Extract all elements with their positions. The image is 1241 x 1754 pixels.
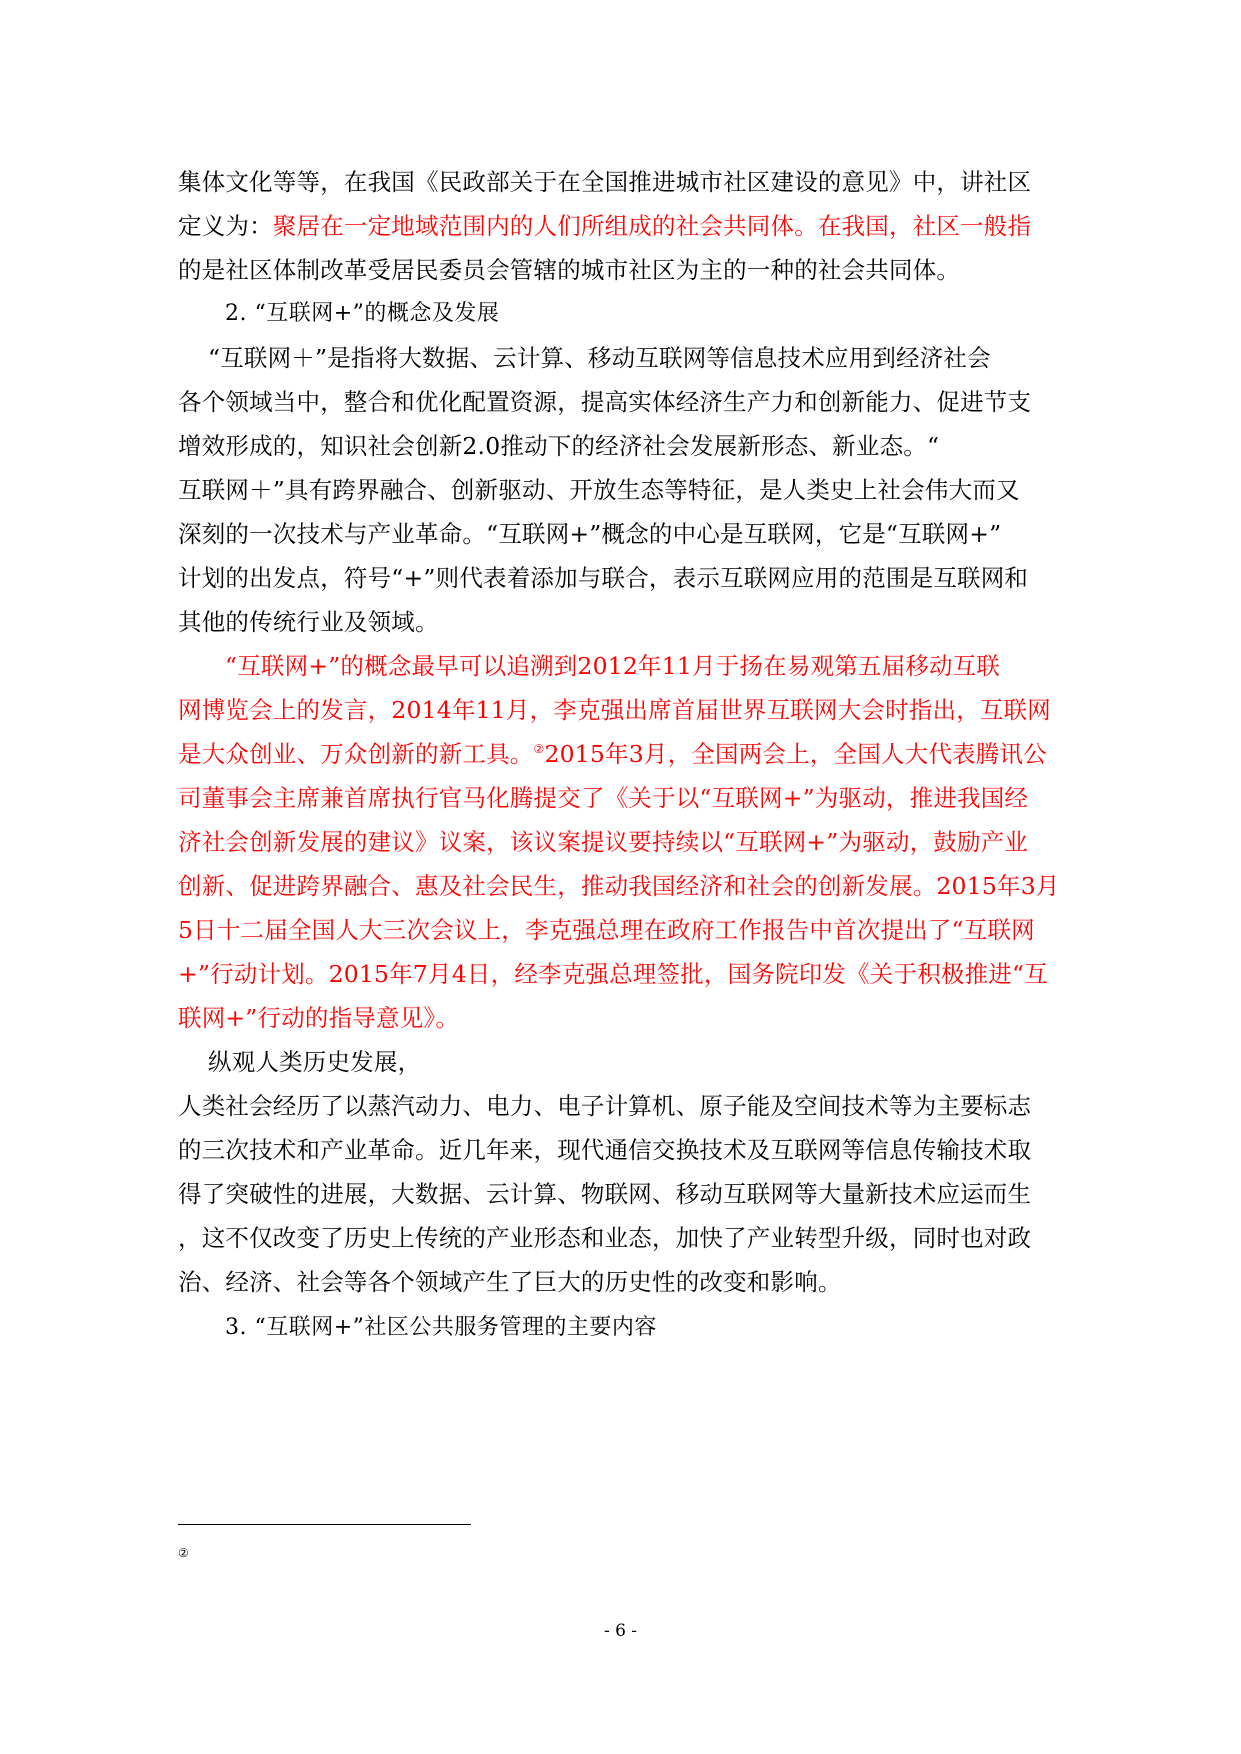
paragraph-line: 的是社区体制改革受居民委员会管辖的城市社区为主的一种的社会共同体。 — [178, 256, 961, 284]
text-run: 是大众创业、万众创新的新工具。 — [178, 740, 534, 768]
highlighted-paragraph-line: 联网+”行动的指导意见》。 — [178, 1004, 460, 1032]
highlighted-paragraph-line: “互联网+”的概念最早可以追溯到2012年11月于扬在易观第五届移动互联 — [225, 652, 1001, 680]
footnote-reference[interactable]: ② — [533, 742, 545, 757]
paragraph-line: 得了突破性的进展，大数据、云计算、物联网、移动互联网等大量新技术应运而生 — [178, 1180, 1032, 1208]
highlighted-paragraph-line: 网博览会上的发言，2014年11月，李克强出席首届世界互联网大会时指出，互联网 — [178, 696, 1052, 724]
highlighted-paragraph-line — [178, 738, 1047, 770]
highlighted-paragraph-line: 5日十二届全国人大三次会议上，李克强总理在政府工作报告中首次提出了“互联网 — [178, 916, 1035, 944]
paragraph-line: 互联网＋”具有跨界融合、创新驱动、开放生态等特征，是人类史上社会伟大而又 — [178, 476, 1020, 504]
paragraph-line: ，这不仅改变了历史上传统的产业形态和业态，加快了产业转型升级，同时也对政 — [178, 1224, 1032, 1252]
text-run: 2015年3月，全国两会上，全国人大代表腾讯公 — [544, 740, 1047, 768]
footnote-marker: ② — [178, 1546, 189, 1560]
paragraph-line — [178, 210, 1031, 242]
paragraph-line: 各个领域当中，整合和优化配置资源，提高实体经济生产力和创新能力、促进节支 — [178, 388, 1032, 416]
text-run: 定义为： — [178, 212, 273, 240]
paragraph-line: 纵观人类历史发展， — [208, 1048, 422, 1076]
page-number: - 6 - — [603, 1621, 638, 1641]
footnote-separator — [178, 1524, 471, 1525]
paragraph-line: 深刻的一次技术与产业革命。“互联网+”概念的中心是互联网，它是“互联网+” — [178, 520, 1002, 548]
highlighted-paragraph-line: +”行动计划。2015年7月4日，经李克强总理签批，国务院印发《关于积极推进“互 — [178, 960, 1048, 988]
paragraph-line: “互联网＋”是指将大数据、云计算、移动互联网等信息技术应用到经济社会 — [208, 344, 991, 372]
section-heading: 2. “互联网+”的概念及发展 — [225, 301, 500, 326]
paragraph-line: 的三次技术和产业革命。近几年来，现代通信交换技术及互联网等信息传输技术取 — [178, 1136, 1032, 1164]
paragraph-line: 治、经济、社会等各个领域产生了巨大的历史性的改变和影响。 — [178, 1268, 842, 1296]
highlighted-paragraph-line: 济社会创新发展的建议》议案，该议案提议要持续以“互联网+”为驱动，鼓励产业 — [178, 828, 1029, 856]
highlighted-text: 聚居在一定地域范围内的人们所组成的社会共同体。在我国，社区一般指 — [272, 212, 1032, 240]
section-heading: 3. “互联网+”社区公共服务管理的主要内容 — [225, 1315, 657, 1340]
highlighted-paragraph-line: 创新、促进跨界融合、惠及社会民生，推动我国经济和社会的创新发展。2015年3月 — [178, 872, 1060, 900]
paragraph-line: 集体文化等等，在我国《民政部关于在全国推进城市社区建设的意见》中，讲社区 — [178, 168, 1032, 196]
paragraph-line: 计划的出发点，符号“+”则代表着添加与联合，表示互联网应用的范围是互联网和 — [178, 564, 1029, 592]
paragraph-line: 其他的传统行业及领域。 — [178, 608, 439, 636]
paragraph-line: 增效形成的，知识社会创新2.0推动下的经济社会发展新形态、新业态。“ — [178, 432, 940, 460]
highlighted-paragraph-line: 司董事会主席兼首席执行官马化腾提交了《关于以“互联网+”为驱动，推进我国经 — [178, 784, 1029, 812]
paragraph-line: 人类社会经历了以蒸汽动力、电力、电子计算机、原子能及空间技术等为主要标志 — [178, 1092, 1032, 1120]
